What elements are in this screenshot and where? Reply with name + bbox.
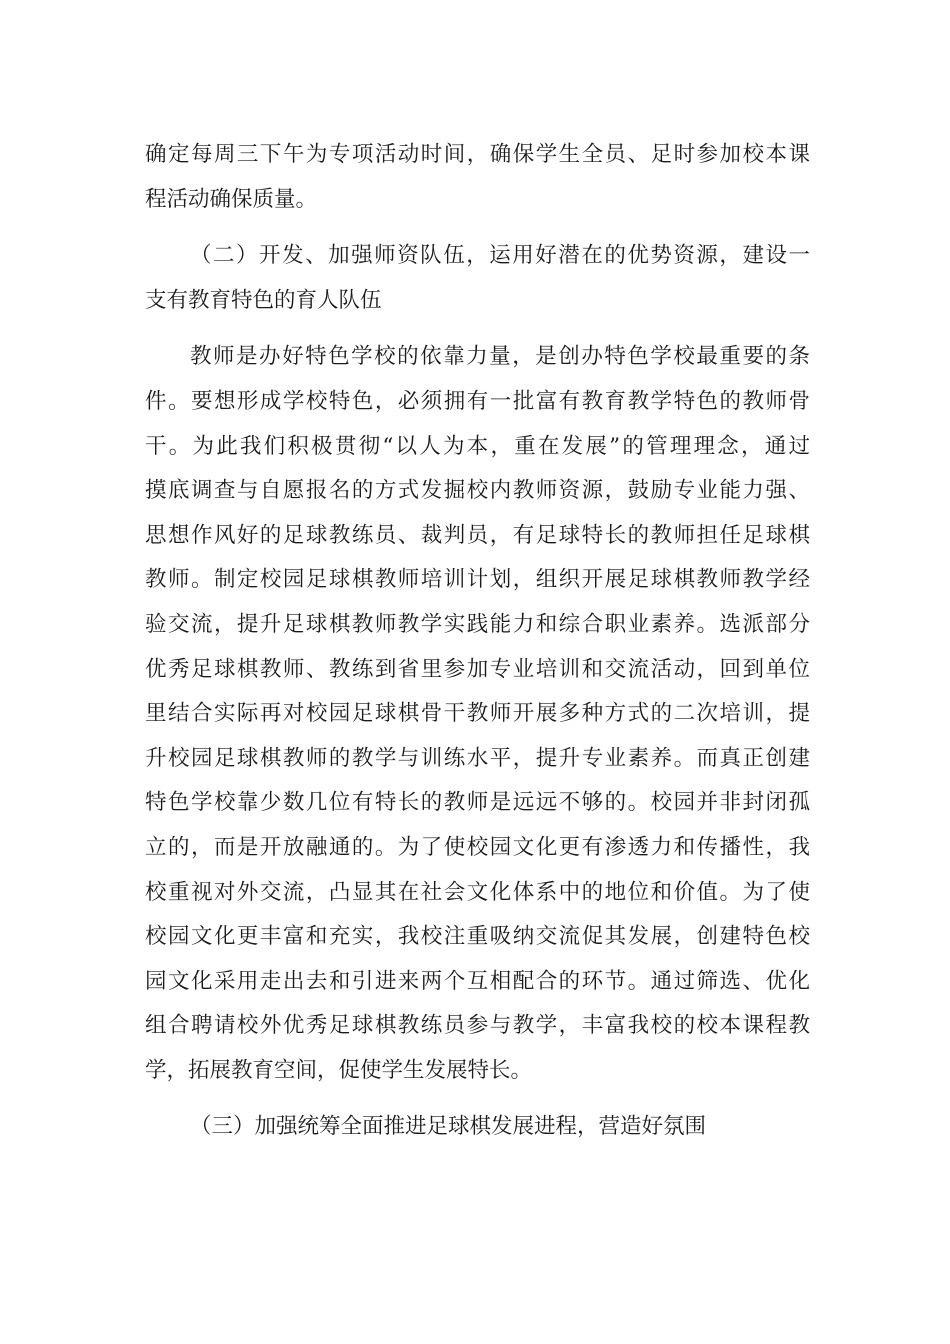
text-line: 干。为此我们积极贯彻“以人为本，重在发展”的管理理念，通过 xyxy=(145,433,810,459)
text-line: 程活动确保质量。 xyxy=(145,186,318,212)
text-line: 摸底调查与自愿报名的方式发掘校内教师资源，鼓励专业能力强、 xyxy=(145,478,810,504)
text-line: 里结合实际再对校园足球棋骨干教师开展多种方式的二次培训，提 xyxy=(145,701,810,727)
text-line: 教师是办好特色学校的依靠力量，是创办特色学校最重要的条 xyxy=(190,344,810,370)
text-line: 支有教育特色的育人队伍 xyxy=(145,287,382,313)
text-line: 立的，而是开放融通的。为了使校园文化更有渗透力和传播性，我 xyxy=(145,834,810,860)
text-line: 思想作风好的足球教练员、裁判员，有足球特长的教师担任足球棋 xyxy=(145,522,810,548)
text-line: 验交流，提升足球棋教师教学实践能力和综合职业素养。选派部分 xyxy=(145,611,810,637)
paragraph-gap xyxy=(145,1093,810,1105)
section-heading-2 xyxy=(145,234,810,323)
text-line: 升校园足球棋教师的教学与训练水平，提升专业素养。而真正创建 xyxy=(145,745,810,771)
text-line: （二）开发、加强师资队伍，运用好潜在的优势资源，建设一 xyxy=(190,243,810,269)
text-line: 教师。制定校园足球棋教师培训计划，组织开展足球棋教师教学经 xyxy=(145,567,810,593)
text-line: 校重视对外交流，凸显其在社会文化体系中的地位和价值。为了使 xyxy=(145,879,810,905)
text-line: 校园文化更丰富和充实，我校注重吸纳交流促其发展，创建特色校 xyxy=(145,924,810,950)
text-line: 组合聘请校外优秀足球棋教练员参与教学，丰富我校的校本课程教 xyxy=(145,1013,810,1039)
text-line: 优秀足球棋教师、教练到省里参加专业培训和交流活动，回到单位 xyxy=(145,656,810,682)
text-line: 学，拓展教育空间，促使学生发展特长。 xyxy=(145,1057,533,1083)
text-line: （三）加强统筹全面推进足球棋发展进程，营造好氛围 xyxy=(190,1114,707,1140)
paragraph-gap xyxy=(145,323,810,335)
paragraph-continuation xyxy=(145,133,810,222)
text-line: 特色学校靠少数几位有特长的教师是远远不够的。校园并非封闭孤 xyxy=(145,790,810,816)
body-paragraph xyxy=(145,335,810,1093)
paragraph-gap xyxy=(145,222,810,234)
section-heading-3 xyxy=(145,1105,810,1150)
text-line: 园文化采用走出去和引进来两个互相配合的环节。通过筛选、优化 xyxy=(145,968,810,994)
text-line: 确定每周三下午为专项活动时间，确保学生全员、足时参加校本课 xyxy=(145,142,810,167)
text-line: 件。要想形成学校特色，必须拥有一批富有教育教学特色的教师骨 xyxy=(145,388,810,414)
document-body xyxy=(145,133,810,1150)
